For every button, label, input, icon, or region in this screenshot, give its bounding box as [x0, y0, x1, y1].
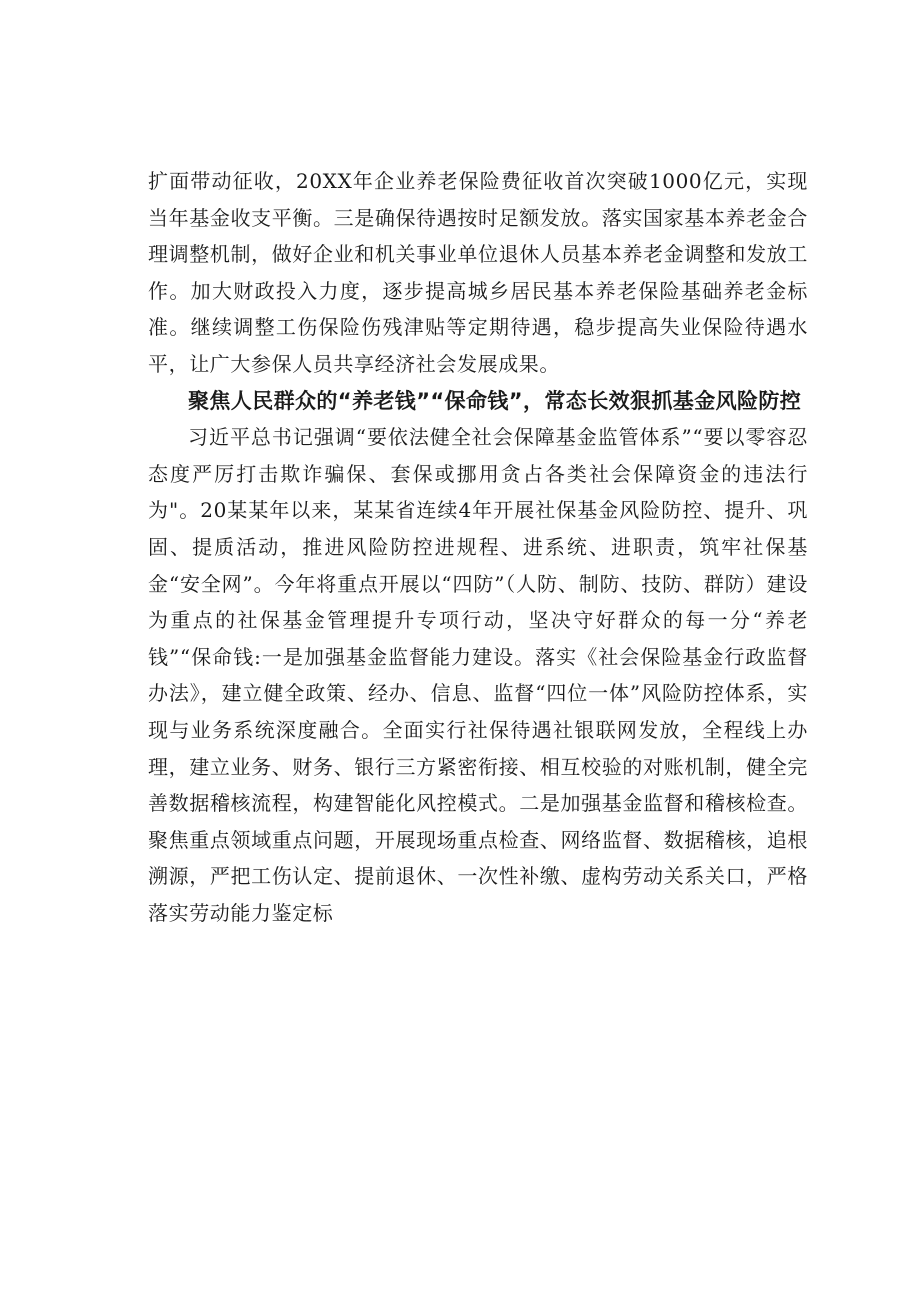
body-paragraph-1: 扩面带动征收，20XX年企业养老保险费征收首次突破1000亿元，实现当年基金收支平衡。三是确保待遇按时足额发放。落实国家基本养老金合理调整机制，做好企业和机关事业单位退休人员基本养老金调整和发放工作。加大财政投入力度，逐步提高城乡居民基本养老保险基础养老金标准。继续调整工伤保险伤残津贴等定期待遇，稳步提高失业保险待遇水平，让广大参保人员共享经济社会发展成果。	[148, 169, 808, 376]
document-page	[148, 163, 808, 931]
section-heading: 聚焦人民群众的“养老钱”“保命钱”，常态长效狠抓基金风险防控	[188, 388, 802, 413]
body-paragraph-2: 习近平总书记强调“要依法健全社会保障基金监管体系”“要以零容忍态度严厉打击欺诈骗保、套保或挪用贪占各类社会保障资金的违法行为"。20某某年以来，某某省连续4年开展社保基金风险防控、提升、巩固、提质活动，推进风险防控进规程、进系统、进职责，筑牢社保基金“安全网”。今年将重点开展以“四防”（人防、制防、技防、群防）建设为重点的社保基金管理提升专项行动，坚决守好群众的每一分“养老钱”“保命钱:一是加强基金监督能力建设。落实《社会保险基金行政监督办法》，建立健全政策、经办、信息、监督“四位一体”风险防控体系，实现与业务系统深度融合。全面实行社保待遇社银联网发放，全程线上办理，建立业务、财务、银行三方紧密衔接、相互校验的对账机制，健全完善数据稽核流程，构建智能化风控模式。二是加强基金监督和稽核检查。聚焦重点领域重点问题，开展现场重点检查、网络监督、数据稽核，追根溯源，严把工伤认定、提前退休、一次性补缴、虚构劳动关系关口，严格落实劳动能力鉴定标	[148, 425, 808, 925]
